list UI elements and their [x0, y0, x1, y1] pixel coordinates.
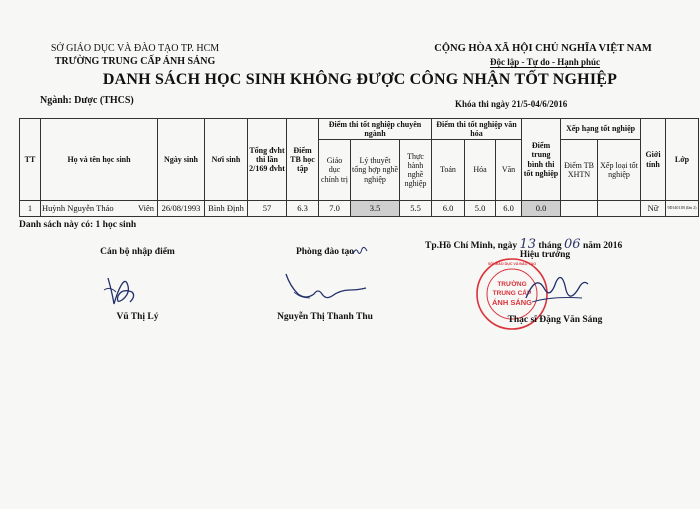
col-pob: Nơi sinh: [205, 119, 248, 201]
entry-clerk-title: Cán bộ nhập điểm: [100, 247, 175, 257]
col-gender: Giới tính: [641, 119, 666, 201]
date-month: 06: [564, 237, 581, 252]
col-lit: Văn: [496, 140, 522, 201]
cell-credits: 57: [248, 201, 287, 217]
col-name: Họ và tên học sinh: [41, 119, 158, 201]
principal-title: Hiệu trưởng: [519, 250, 571, 260]
stamp-line-1: TRƯỜNG: [497, 281, 527, 288]
nation-name: CỘNG HÒA XÃ HỘI CHỦ NGHĨA VIỆT NAM: [434, 43, 652, 54]
cell-gender: Nữ: [641, 201, 666, 217]
stamp-line-2: TRUNG CẤP: [492, 290, 532, 297]
cell-dob: 26/08/1993: [158, 201, 205, 217]
department-name: SỞ GIÁO DỤC VÀ ĐÀO TẠO TP. HCM: [50, 43, 220, 54]
entry-clerk-name: Vũ Thị Lý: [116, 312, 159, 322]
cell-pob: Bình Định: [205, 201, 248, 217]
date-day: 13: [519, 237, 537, 252]
exam-session: Khóa thi ngày 21/5-04/6/2016: [455, 99, 568, 109]
student-table: [19, 118, 699, 217]
col-rank-score: Điểm TB XHTN: [561, 140, 598, 201]
training-office-title: Phòng đào tạo: [295, 247, 355, 257]
training-office-name: Nguyễn Thị Thanh Thu: [277, 312, 373, 322]
cell-rank-class: [598, 201, 641, 217]
col-group-major: Điểm thi tốt nghiệp chuyên ngành: [319, 119, 432, 140]
cell-tt: 1: [20, 201, 41, 217]
cell-class: 9D14011B (lần 2): [666, 201, 699, 217]
stamp-line-3: ÁNH SÁNG: [491, 298, 533, 307]
school-name: TRƯỜNG TRUNG CẤP ÁNH SÁNG: [54, 56, 216, 67]
initial-mark: [352, 246, 368, 256]
col-avg: Điểm trung bình thi tốt nghiệp: [522, 119, 561, 201]
motto: Độc lập - Tự do - Hạnh phúc: [489, 57, 600, 67]
col-chem: Hóa: [465, 140, 496, 201]
col-gpa: Điểm TB học tập: [287, 119, 319, 201]
cell-practice: 5.5: [400, 201, 432, 217]
student-count: Danh sách này có: 1 học sinh: [19, 220, 137, 230]
col-politics: Giáo dục chính trị: [319, 140, 351, 201]
stamp-outer-text: SỞ GIÁO DỤC VÀ ĐÀO TẠO: [488, 262, 536, 266]
header-row-1: [20, 119, 699, 140]
col-practice: Thực hành nghề nghiệp: [400, 140, 432, 201]
date-month-label: tháng: [538, 241, 562, 251]
cell-name: [41, 201, 158, 217]
cell-lit: 6.0: [496, 201, 522, 217]
cell-chem: 5.0: [465, 201, 496, 217]
col-rank-class: Xếp loại tốt nghiệp: [598, 140, 641, 201]
principal-signature: [522, 268, 592, 312]
col-math: Toán: [432, 140, 465, 201]
cell-gpa: 6.3: [287, 201, 319, 217]
table-row: [20, 201, 699, 217]
entry-clerk-signature: [100, 270, 140, 310]
col-credits: Tổng đvht thi lần 2/169 đvht: [248, 119, 287, 201]
date-year: năm 2016: [582, 241, 623, 251]
col-group-rank: Xếp hạng tốt nghiệp: [561, 119, 641, 140]
col-dob: Ngày sinh: [158, 119, 205, 201]
cell-avg: 0.0: [522, 201, 561, 217]
major-label: Ngành: Dược (THCS): [40, 95, 134, 106]
col-theory: Lý thuyết tổng hợp nghề nghiệp: [351, 140, 400, 201]
principal-name: Thạc sĩ Đặng Văn Sáng: [507, 315, 603, 325]
cell-first-name: Viên: [137, 202, 154, 213]
col-group-culture: Điểm thi tốt nghiệp văn hóa: [432, 119, 522, 140]
cell-politics: 7.0: [319, 201, 351, 217]
cell-last-name: Huỳnh Nguyễn Thảo: [42, 202, 114, 213]
cell-math: 6.0: [432, 201, 465, 217]
col-tt: TT: [20, 119, 41, 201]
date-prefix: Tp.Hồ Chí Minh, ngày: [425, 241, 518, 251]
cell-theory: 3.5: [351, 201, 400, 217]
training-office-signature: [280, 268, 370, 308]
col-class: Lớp: [666, 119, 699, 201]
document-title: DANH SÁCH HỌC SINH KHÔNG ĐƯỢC CÔNG NHẬN TỐT NGHIỆP: [102, 71, 618, 88]
cell-rank-score: [561, 201, 598, 217]
